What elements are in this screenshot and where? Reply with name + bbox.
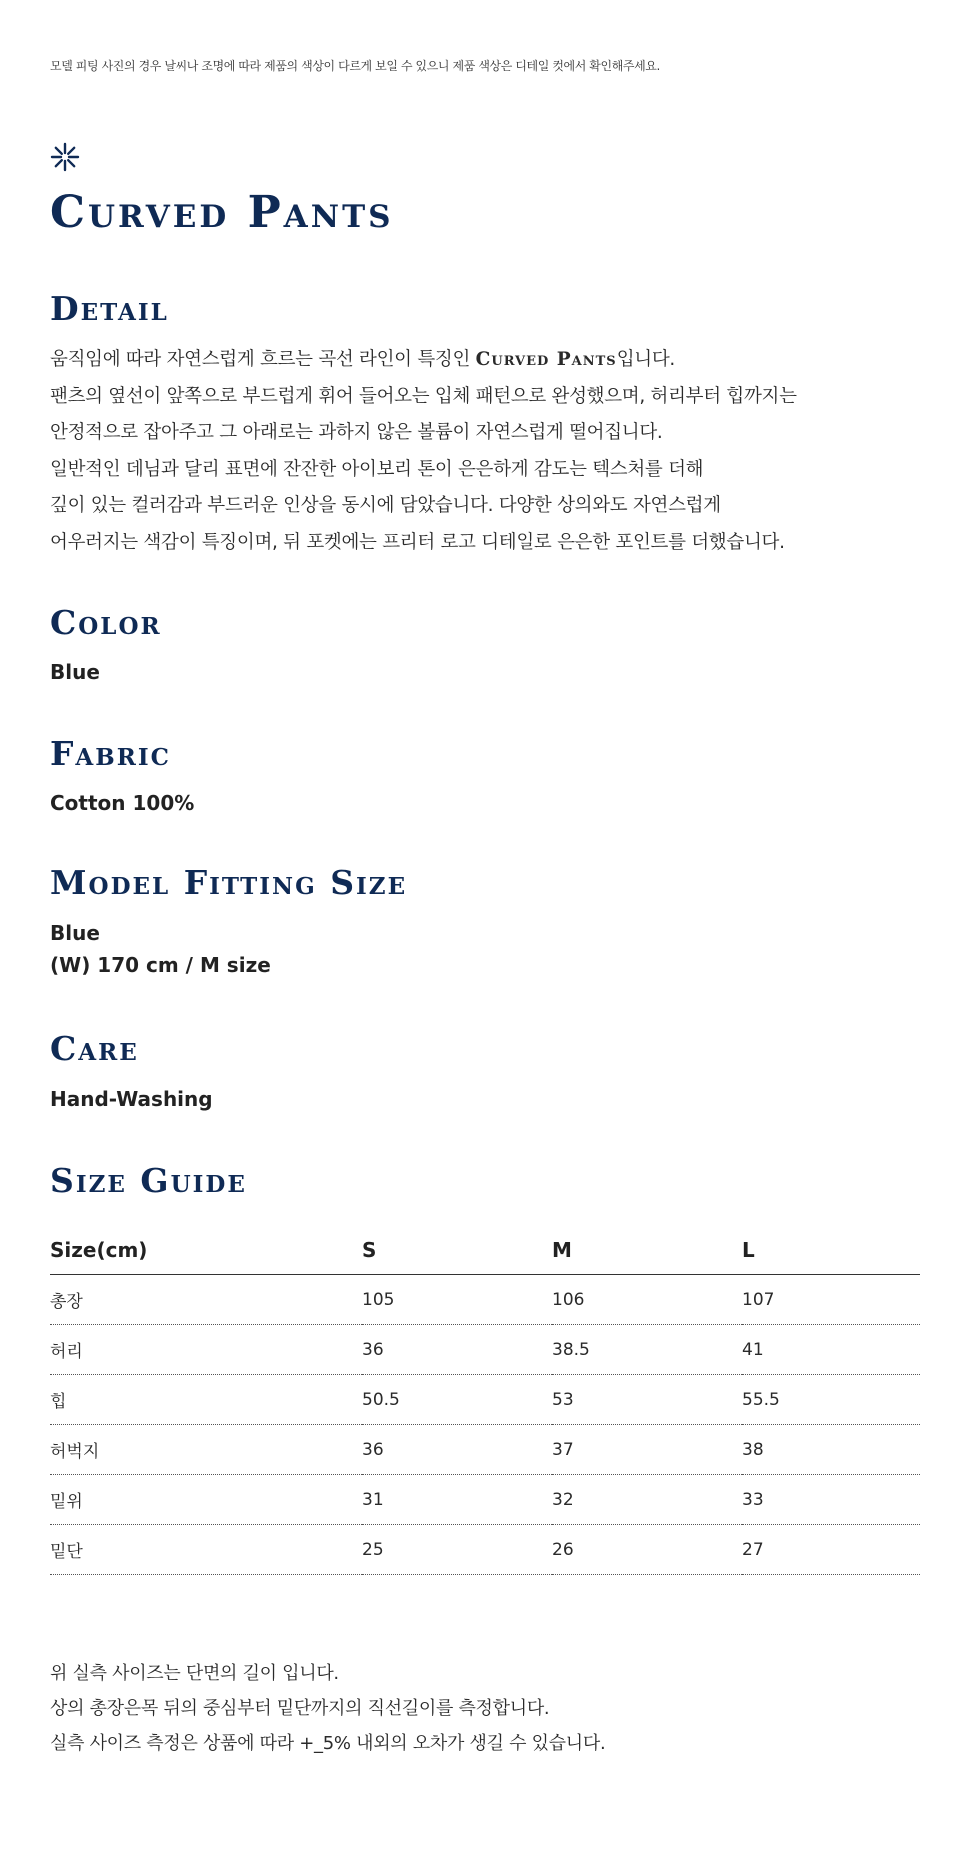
care-heading: Care — [50, 1029, 139, 1068]
care-value: Hand-Washing — [50, 1087, 213, 1111]
row-label: 밑단 — [50, 1525, 362, 1575]
table-row — [50, 1325, 920, 1375]
cell-s: 50.5 — [362, 1375, 552, 1425]
detail-line-3: 안정적으로 잡아주고 그 아래로는 과하지 않은 볼륨이 자연스럽게 떨어집니다. — [50, 422, 663, 443]
cell-s: 36 — [362, 1325, 552, 1375]
table-row — [50, 1525, 920, 1575]
size-note-2: 상의 총장은목 뒤의 중심부터 밑단까지의 직선길이를 측정합니다. — [50, 1698, 550, 1719]
size-header-m: M — [552, 1226, 742, 1275]
detail-line-1-pre: 움직임에 따라 자연스럽게 흐르는 곡선 라인이 특징인 — [50, 349, 476, 370]
model-color-value: Blue — [50, 921, 100, 945]
size-table-header-row — [50, 1226, 920, 1275]
cell-l: 38 — [742, 1425, 920, 1475]
cell-s: 36 — [362, 1425, 552, 1475]
cell-m: 32 — [552, 1475, 742, 1525]
size-note-3: 실측 사이즈 측정은 상품에 따라 +_5% 내외의 오차가 생길 수 있습니다. — [50, 1733, 606, 1754]
size-notes — [50, 1656, 605, 1761]
row-label: 허리 — [50, 1325, 362, 1375]
row-label: 힙 — [50, 1375, 362, 1425]
product-title: Curved Pants — [50, 187, 394, 238]
fabric-heading: Fabric — [50, 734, 171, 773]
table-row — [50, 1375, 920, 1425]
detail-line-1 — [50, 342, 930, 379]
detail-line-5: 깊이 있는 컬러감과 부드러운 인상을 동시에 담았습니다. 다양한 상의와도 자연스럽게 — [50, 495, 721, 516]
row-label: 허벅지 — [50, 1425, 362, 1475]
table-row — [50, 1475, 920, 1525]
cell-m: 38.5 — [552, 1325, 742, 1375]
cell-s: 31 — [362, 1475, 552, 1525]
detail-product-name: Curved Pants — [475, 349, 617, 370]
model-size-value: (W) 170 cm / M size — [50, 953, 271, 977]
table-row — [50, 1275, 920, 1325]
table-row — [50, 1425, 920, 1475]
color-notice-text: 모델 피팅 사진의 경우 날씨나 조명에 따라 제품의 색상이 다르게 보일 수 있으니 제품 색상은 디테일 컷에서 확인해주세요. — [50, 59, 660, 73]
size-guide-heading: Size Guide — [50, 1161, 247, 1200]
row-label: 밑위 — [50, 1475, 362, 1525]
detail-line-2: 팬츠의 옆선이 앞쪽으로 부드럽게 휘어 들어오는 입체 패턴으로 완성했으며, 허리부터 힙까지는 — [50, 385, 797, 407]
size-guide-table — [50, 1226, 920, 1575]
cell-l: 41 — [742, 1325, 920, 1375]
detail-description — [50, 342, 930, 561]
cell-l: 33 — [742, 1475, 920, 1525]
color-value: Blue — [50, 660, 100, 684]
size-note-1: 위 실측 사이즈는 단면의 길이 입니다. — [50, 1663, 339, 1684]
detail-line-4: 일반적인 데님과 달리 표면에 잔잔한 아이보리 톤이 은은하게 감도는 텍스처를 더해 — [50, 458, 704, 480]
row-label: 총장 — [50, 1275, 362, 1325]
asterisk-star-icon — [49, 141, 81, 173]
cell-m: 106 — [552, 1275, 742, 1325]
size-header-l: L — [742, 1226, 920, 1275]
color-heading: Color — [50, 603, 162, 642]
cell-l: 27 — [742, 1525, 920, 1575]
cell-m: 53 — [552, 1375, 742, 1425]
detail-heading: Detail — [50, 289, 169, 328]
cell-l: 55.5 — [742, 1375, 920, 1425]
cell-m: 37 — [552, 1425, 742, 1475]
detail-line-6: 어우러지는 색감이 특징이며, 뒤 포켓에는 프리터 로고 디테일로 은은한 포인트를 더했습니다. — [50, 531, 785, 553]
cell-m: 26 — [552, 1525, 742, 1575]
size-header-s: S — [362, 1226, 552, 1275]
cell-l: 107 — [742, 1275, 920, 1325]
size-header-label: Size(cm) — [50, 1226, 362, 1275]
model-fitting-size-heading: Model Fitting Size — [50, 863, 408, 902]
cell-s: 105 — [362, 1275, 552, 1325]
cell-s: 25 — [362, 1525, 552, 1575]
fabric-value: Cotton 100% — [50, 791, 195, 815]
detail-line-1-post: 입니다. — [616, 349, 675, 370]
